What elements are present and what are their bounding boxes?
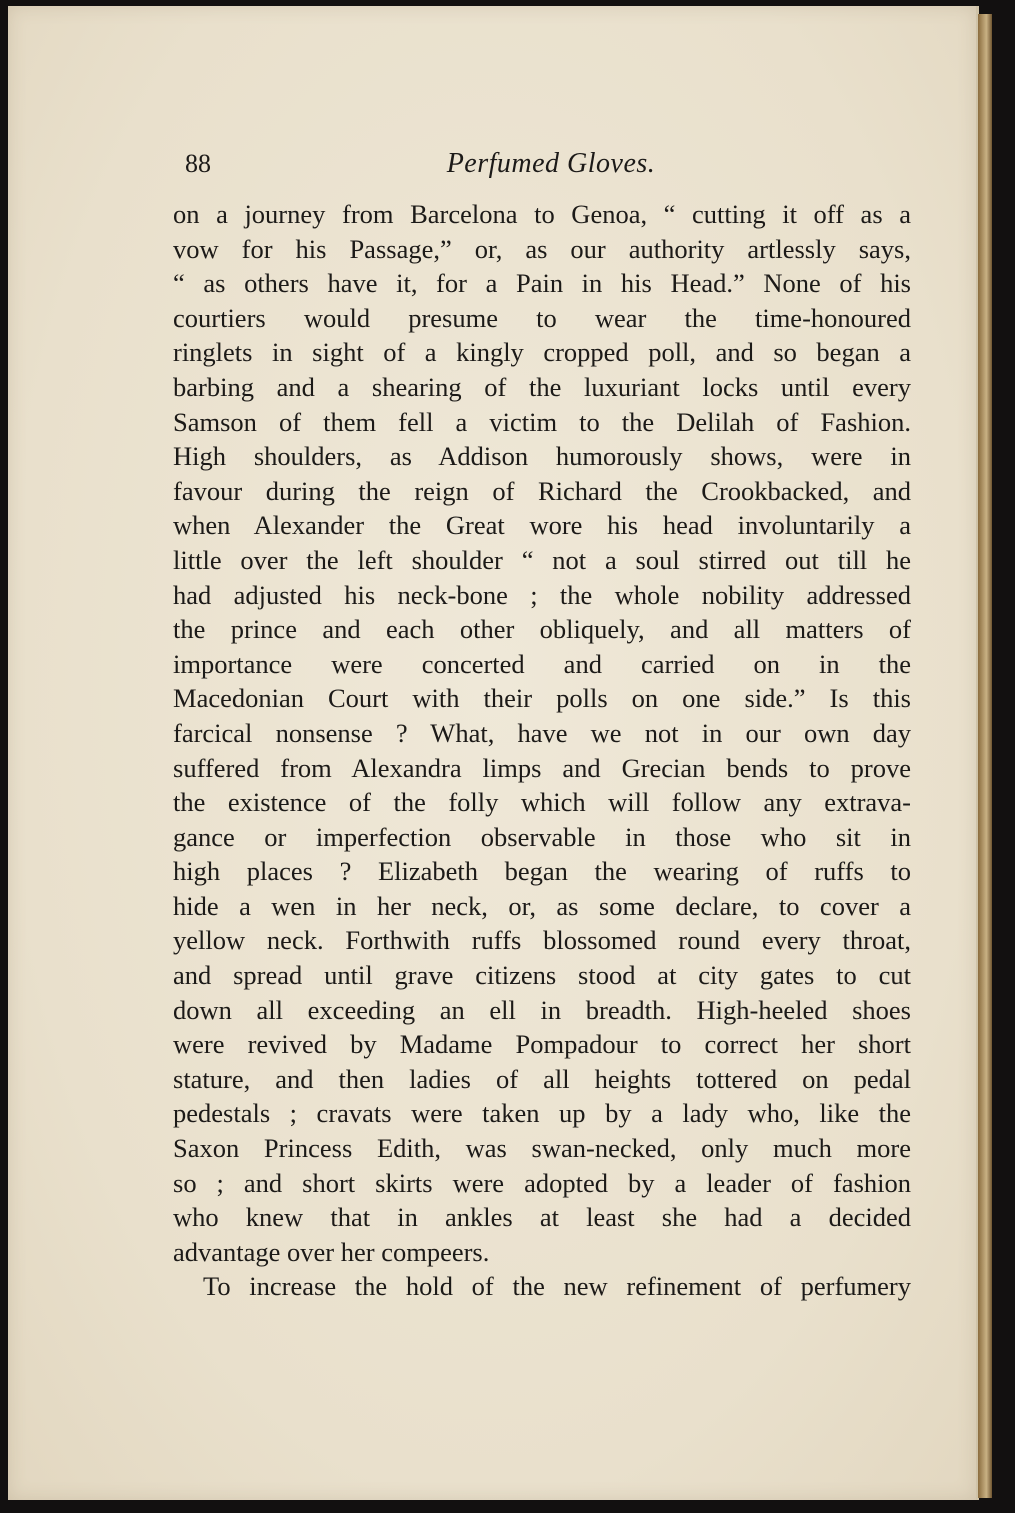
text-line: barbing and a shearing of the luxuriant locks until every — [173, 371, 911, 402]
text-line: down all exceeding an ell in breadth. High-heeled shoes — [173, 994, 911, 1025]
body-text — [173, 197, 911, 1304]
text-line: high places ? Elizabeth began the wearing of ruffs to — [173, 856, 911, 887]
text-line: yellow neck. Forthwith ruffs blossomed round every throat, — [173, 925, 911, 956]
text-line: Samson of them fell a victim to the Delilah of Fashion. — [173, 406, 911, 437]
text-line: on a journey from Barcelona to Genoa, “ cutting it off as a — [173, 199, 911, 229]
text-line: suffered from Alexandra limps and Grecian bends to prove — [173, 752, 911, 783]
next-page-edge — [978, 14, 992, 1498]
text-line: farcical nonsense ? What, have we not in our own day — [173, 717, 911, 748]
text-line: who knew that in ankles at least she had a decided — [173, 1202, 911, 1233]
page-number: 88 — [185, 149, 211, 178]
text-line: High shoulders, as Addison humorously shows, were in — [173, 441, 911, 472]
text-line: hide a wen in her neck, or, as some declare, to cover a — [173, 890, 911, 921]
text-line: and spread until grave citizens stood at city gates to cut — [173, 960, 911, 991]
text-line: importance were concerted and carried on in the — [173, 648, 911, 679]
text-line: the existence of the folly which will follow any extrava- — [173, 787, 911, 818]
text-line: were revived by Madame Pompadour to correct her short — [173, 1029, 911, 1060]
text-line: advantage over her compeers. — [173, 1236, 490, 1267]
text-line: ringlets in sight of a kingly cropped poll, and so began a — [173, 337, 911, 368]
running-title: Perfumed Gloves. — [446, 148, 656, 179]
text-line: so ; and short skirts were adopted by a leader of fashion — [173, 1167, 911, 1198]
text-line: stature, and then ladies of all heights tottered on pedal — [173, 1063, 911, 1094]
text-line: favour during the reign of Richard the Crookbacked, and — [173, 475, 911, 506]
text-line: when Alexander the Great wore his head involuntarily a — [173, 510, 911, 541]
text-line: the prince and each other obliquely, and all matters of — [173, 614, 911, 645]
text-line: pedestals ; cravats were taken up by a lady who, like the — [173, 1098, 911, 1129]
text-line: gance or imperfection observable in those who sit in — [173, 821, 911, 852]
text-line: courtiers would presume to wear the time-honoured — [173, 302, 911, 333]
text-line: little over the left shoulder “ not a soul stirred out till he — [173, 544, 911, 575]
text-line: Macedonian Court with their polls on one side.” Is this — [173, 683, 911, 714]
text-line: To increase the hold of the new refinement of perfumery — [203, 1271, 911, 1302]
text-line: Saxon Princess Edith, was swan-necked, only much more — [173, 1133, 911, 1164]
text-line: “ as others have it, for a Pain in his Head.” None of his — [173, 268, 911, 299]
text-line: vow for his Passage,” or, as our authority artlessly says, — [173, 233, 911, 264]
text-line: had adjusted his neck-bone ; the whole nobility addressed — [173, 579, 911, 610]
running-head — [185, 144, 917, 184]
